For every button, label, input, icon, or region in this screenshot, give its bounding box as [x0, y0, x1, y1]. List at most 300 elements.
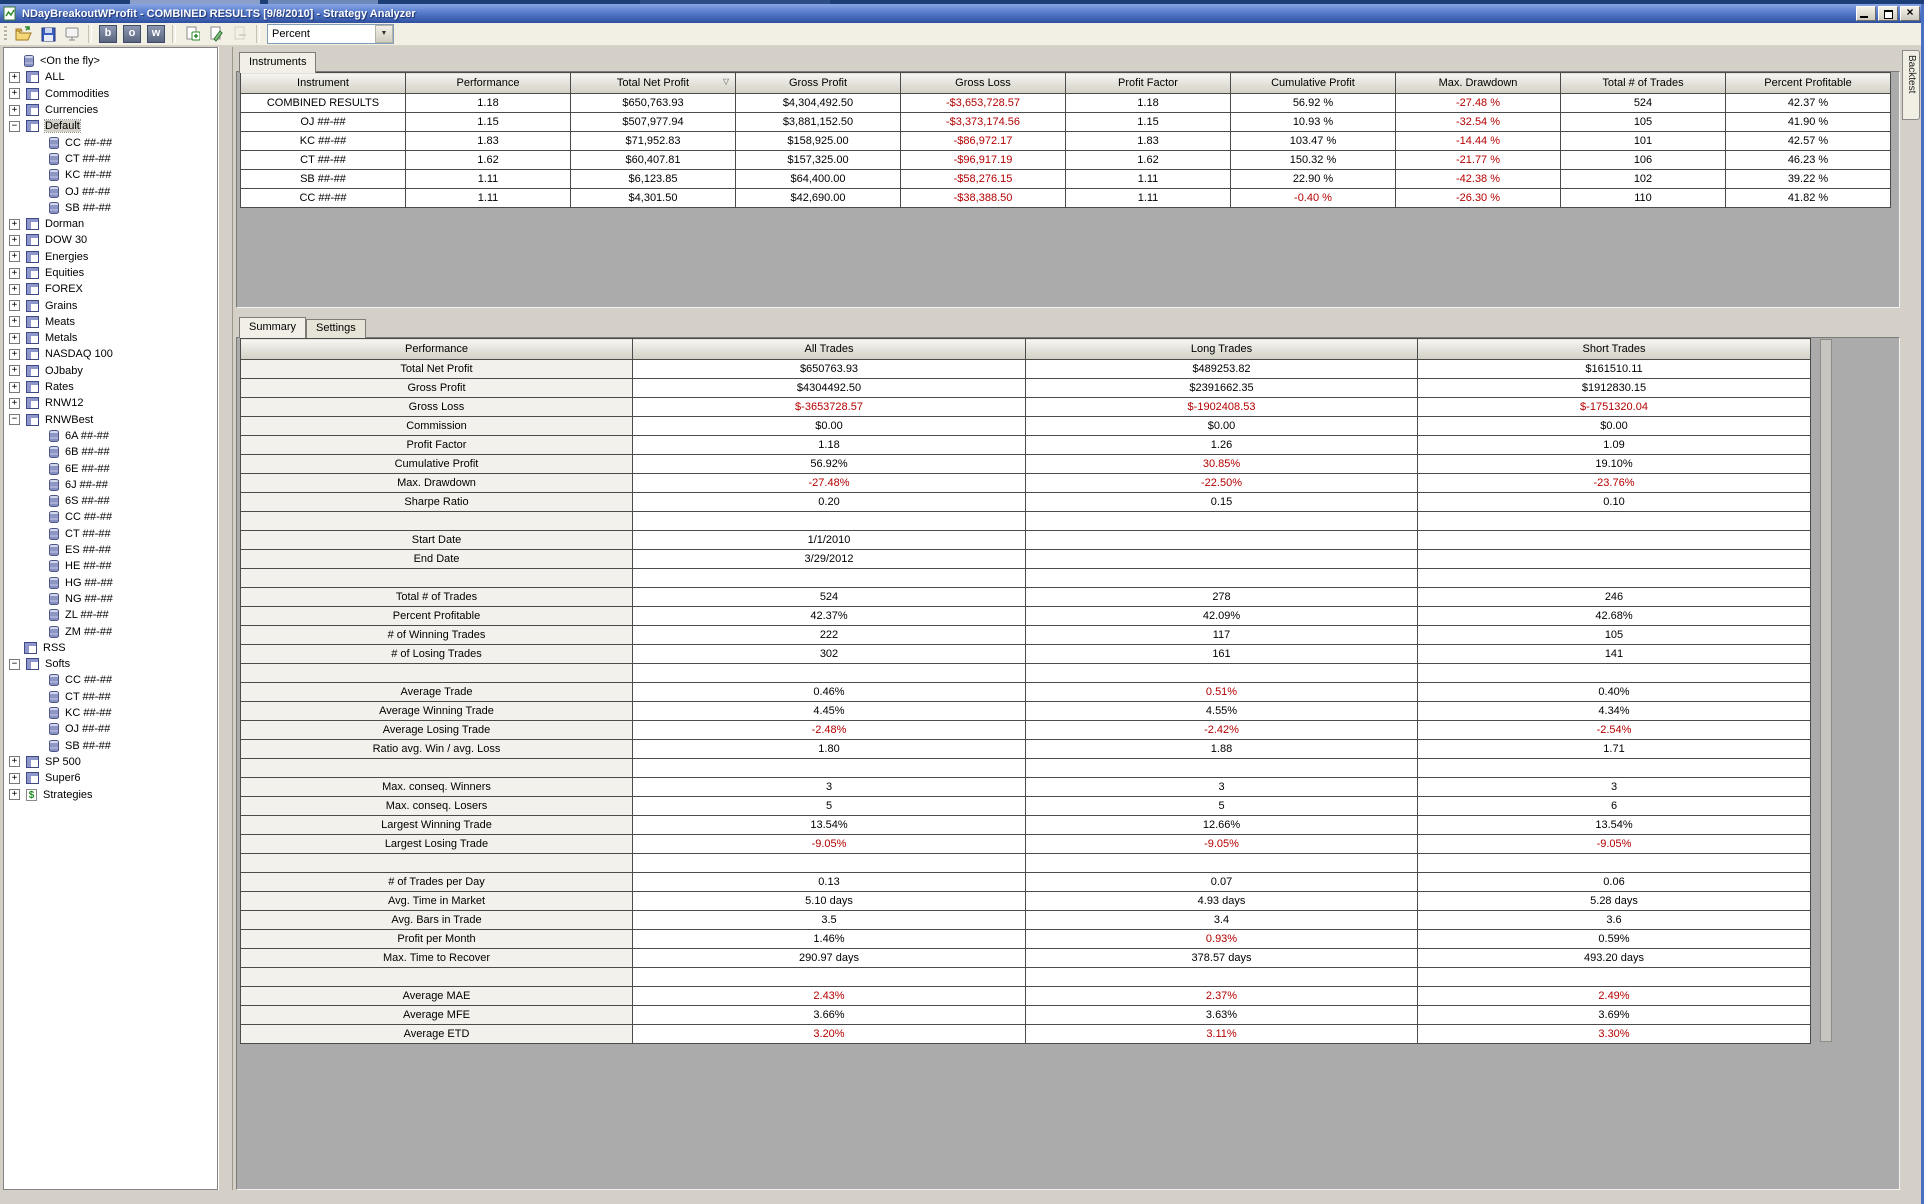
cell: -2.42% — [1026, 721, 1418, 740]
tree-item-meats[interactable] — [4, 314, 217, 330]
instrument-list-icon — [26, 267, 39, 279]
cell: Largest Losing Trade — [241, 835, 633, 854]
cell: -2.54% — [1418, 721, 1811, 740]
instrument-list-icon — [26, 300, 39, 312]
cell: 6 — [1418, 797, 1811, 816]
cell: 1.26 — [1026, 436, 1418, 455]
cell: 4.55% — [1026, 702, 1418, 721]
edit-button[interactable] — [205, 24, 227, 45]
database-icon — [49, 495, 59, 507]
column-header-gross-loss[interactable]: Gross Loss — [901, 73, 1066, 94]
cell: 4.45% — [633, 702, 1026, 721]
database-icon — [49, 626, 59, 638]
tree-item-6j[interactable] — [4, 477, 217, 493]
table-row — [241, 531, 1811, 550]
instrument-tree — [3, 47, 218, 1190]
tree-item-6a[interactable] — [4, 428, 217, 444]
instrument-list-icon — [26, 104, 39, 116]
cell: 19.10% — [1418, 455, 1811, 474]
cell: OJ ##-## — [241, 113, 406, 132]
cell: $650763.93 — [633, 360, 1026, 379]
tree-item-all[interactable] — [4, 69, 217, 85]
tree-item-oj[interactable] — [4, 721, 217, 737]
cell: 1.11 — [406, 170, 571, 189]
cell — [1418, 531, 1811, 550]
cell: 150.32 % — [1231, 151, 1396, 170]
database-icon — [49, 740, 59, 752]
cell — [1026, 759, 1418, 778]
cell: 5 — [633, 797, 1026, 816]
database-icon — [49, 707, 59, 719]
cell: 278 — [1026, 588, 1418, 607]
cell: -27.48% — [633, 474, 1026, 493]
tab-instruments[interactable]: Instruments — [239, 52, 316, 73]
table-row — [241, 702, 1811, 721]
tree-item-6e[interactable] — [4, 460, 217, 476]
expand-icon[interactable]: + — [9, 773, 20, 784]
open-button[interactable] — [13, 24, 35, 45]
cell: $71,952.83 — [571, 132, 736, 151]
tree-item-sb[interactable] — [4, 737, 217, 753]
expand-icon[interactable]: + — [9, 789, 20, 800]
tree-item-ng[interactable] — [4, 591, 217, 607]
tree-item-kc[interactable] — [4, 167, 217, 183]
expand-icon[interactable]: + — [9, 72, 20, 83]
toolbar-separator — [88, 25, 92, 43]
tree-item-rates[interactable] — [4, 379, 217, 395]
cell: Percent Profitable — [241, 607, 633, 626]
sort-desc-icon: ▽ — [722, 77, 729, 86]
cell: -$3,373,174.56 — [901, 113, 1066, 132]
cell: 141 — [1418, 645, 1811, 664]
tree-item-label: KC ##-## — [65, 169, 112, 182]
expand-icon[interactable]: + — [9, 382, 20, 393]
collapse-icon[interactable]: − — [9, 414, 20, 425]
close-button[interactable] — [1900, 6, 1920, 21]
database-icon — [49, 593, 59, 605]
cell: 1.11 — [1066, 170, 1231, 189]
tree-item-label: Default — [45, 120, 80, 133]
tree-item-label: NASDAQ 100 — [45, 348, 113, 361]
database-icon — [49, 511, 59, 523]
cell: -14.44 % — [1396, 132, 1561, 151]
board-button[interactable] — [61, 24, 83, 45]
cell: 3 — [1418, 778, 1811, 797]
cell: 39.22 % — [1726, 170, 1891, 189]
cell: 0.06 — [1418, 873, 1811, 892]
instrument-list-icon — [24, 642, 37, 654]
table-row — [241, 417, 1811, 436]
cell — [241, 854, 633, 873]
database-icon — [49, 463, 59, 475]
cell: -9.05% — [1418, 835, 1811, 854]
tree-item-dow-30[interactable] — [4, 232, 217, 248]
save-button[interactable] — [37, 24, 59, 45]
column-header-cumulative-profit[interactable]: Cumulative Profit — [1231, 73, 1396, 94]
tree-item-ojbaby[interactable] — [4, 363, 217, 379]
database-icon — [49, 202, 59, 214]
tree-item-currencies[interactable] — [4, 102, 217, 118]
toolbar — [0, 23, 1924, 46]
tree-item-zl[interactable] — [4, 607, 217, 623]
cell: Average MAE — [241, 987, 633, 1006]
expand-icon[interactable]: + — [9, 398, 20, 409]
tree-item-label: KC ##-## — [65, 707, 112, 720]
cell: 4.34% — [1418, 702, 1811, 721]
cell — [633, 512, 1026, 531]
tree-item-sb[interactable] — [4, 200, 217, 216]
cell — [241, 512, 633, 531]
cell: -23.76% — [1418, 474, 1811, 493]
cell: $161510.11 — [1418, 360, 1811, 379]
cell: Max. Time to Recover — [241, 949, 633, 968]
expand-icon[interactable]: + — [9, 268, 20, 279]
tree-item-label: Equities — [45, 267, 85, 279]
instrument-list-icon — [26, 120, 39, 132]
tree-item-cc[interactable] — [4, 672, 217, 688]
tree-item-label: 6A ##-## — [65, 429, 110, 442]
tree-item-rnwbest[interactable] — [4, 412, 217, 428]
column-header-gross-profit[interactable]: Gross Profit — [736, 73, 901, 94]
tree-item-label: 6B ##-## — [65, 446, 110, 459]
tree-item-label: SP 500 — [45, 755, 81, 768]
tree-item-label: FOREX — [45, 283, 83, 296]
column-header-max-drawdown[interactable]: Max. Drawdown — [1396, 73, 1561, 94]
tab-summary[interactable]: Summary — [239, 317, 306, 338]
tree-splitter[interactable] — [218, 47, 233, 1190]
table-row[interactable] — [241, 113, 1891, 132]
cell: 246 — [1418, 588, 1811, 607]
table-row[interactable] — [241, 132, 1891, 151]
instrument-list-icon — [26, 251, 39, 263]
tree-item-hg[interactable] — [4, 575, 217, 591]
tree-item-label: 6E ##-## — [65, 462, 110, 475]
cell: 1.09 — [1418, 436, 1811, 455]
cell: 3.66% — [633, 1006, 1026, 1025]
cell: $2391662.35 — [1026, 379, 1418, 398]
cell: CT ##-## — [241, 151, 406, 170]
minimize-button[interactable] — [1856, 6, 1876, 21]
tree-item-label: RSS — [43, 641, 66, 654]
cell: 2.43% — [633, 987, 1026, 1006]
cell: CC ##-## — [241, 189, 406, 208]
tree-item-label: HG ##-## — [65, 576, 113, 589]
expand-icon[interactable]: + — [9, 251, 20, 262]
cell: 1.15 — [1066, 113, 1231, 132]
tree-item-sp-500[interactable] — [4, 754, 217, 770]
cell: $489253.82 — [1026, 360, 1418, 379]
cell — [1418, 512, 1811, 531]
cell: 12.66% — [1026, 816, 1418, 835]
tree-item-label: OJ ##-## — [65, 723, 111, 736]
table-row — [241, 550, 1811, 569]
database-icon — [49, 528, 59, 540]
cell: 56.92 % — [1231, 94, 1396, 113]
cell: 524 — [633, 588, 1026, 607]
column-header-percent-profitable[interactable]: Percent Profitable — [1726, 73, 1891, 94]
database-icon — [49, 609, 59, 621]
toolbar-separator — [256, 25, 260, 43]
cell: 0.13 — [633, 873, 1026, 892]
cell: $4,301.50 — [571, 189, 736, 208]
tree-item-label: RNW12 — [45, 397, 84, 410]
restore-button[interactable] — [1878, 6, 1898, 21]
cell: Total # of Trades — [241, 588, 633, 607]
tree-item-forex[interactable] — [4, 281, 217, 297]
table-row[interactable] — [241, 189, 1891, 208]
instrument-list-icon — [26, 381, 39, 393]
cell: SB ##-## — [241, 170, 406, 189]
cell: $6,123.85 — [571, 170, 736, 189]
tree-item-label: Softs — [45, 658, 71, 671]
collapse-icon[interactable]: − — [9, 659, 20, 670]
cell: 103.47 % — [1231, 132, 1396, 151]
tree-item-label: RNWBest — [45, 413, 94, 426]
tree-item-6s[interactable] — [4, 493, 217, 509]
cell: 0.07 — [1026, 873, 1418, 892]
database-icon — [49, 153, 59, 165]
column-header-instrument[interactable]: Instrument — [241, 73, 406, 94]
cell: Sharpe Ratio — [241, 493, 633, 512]
cell: 222 — [633, 626, 1026, 645]
new-document-button[interactable] — [181, 24, 203, 45]
tree-item-zm[interactable] — [4, 623, 217, 639]
table-row — [241, 873, 1811, 892]
cell: 2.37% — [1026, 987, 1418, 1006]
cell: 42.37% — [633, 607, 1026, 626]
expand-icon[interactable]: + — [9, 300, 20, 311]
cell: 5.10 days — [633, 892, 1026, 911]
tree-item-label: Rates — [45, 381, 74, 394]
table-row — [241, 1025, 1811, 1044]
column-header-performance[interactable]: Performance — [406, 73, 571, 94]
summary-scrollbar[interactable] — [1820, 339, 1832, 1042]
cell: Max. conseq. Winners — [241, 778, 633, 797]
restore-icon — [1884, 10, 1893, 19]
tree-item-energies[interactable] — [4, 249, 217, 265]
add-document-icon — [185, 26, 200, 42]
tree-item-6b[interactable] — [4, 444, 217, 460]
cell — [1026, 531, 1418, 550]
bars-button[interactable] — [97, 24, 119, 45]
optimize-button-label: o — [123, 25, 141, 43]
instrument-list-icon — [26, 365, 39, 377]
instrument-list-icon — [26, 316, 39, 328]
cell: 1.18 — [633, 436, 1026, 455]
tree-item-label: Commodities — [45, 87, 110, 100]
cell: 117 — [1026, 626, 1418, 645]
collapse-icon[interactable]: − — [9, 121, 20, 132]
cell: 3.20% — [633, 1025, 1026, 1044]
tree-item-dorman[interactable] — [4, 216, 217, 232]
table-row — [241, 835, 1811, 854]
cell: $4304492.50 — [633, 379, 1026, 398]
cell: 42.57 % — [1726, 132, 1891, 151]
cell: 1.11 — [406, 189, 571, 208]
table-row — [241, 664, 1811, 683]
cell: 30.85% — [1026, 455, 1418, 474]
cell: $64,400.00 — [736, 170, 901, 189]
tree-item-label: ALL — [45, 71, 65, 84]
cell: 3 — [633, 778, 1026, 797]
tree-item-oj[interactable] — [4, 183, 217, 199]
tree-item-label: CT ##-## — [65, 527, 111, 540]
tree-item-label: HE ##-## — [65, 560, 112, 573]
instrument-list-icon — [26, 71, 39, 83]
instrument-list-icon — [26, 348, 39, 360]
cell: 101 — [1561, 132, 1726, 151]
cell: 2.49% — [1418, 987, 1811, 1006]
table-row — [241, 816, 1811, 835]
cell: 5.28 days — [1418, 892, 1811, 911]
tree-item-default[interactable] — [4, 118, 217, 134]
tree-item-label: NG ##-## — [65, 592, 113, 605]
tree-item-rnw12[interactable] — [4, 395, 217, 411]
tree-item-label: CC ##-## — [65, 674, 113, 687]
table-row — [241, 398, 1811, 417]
cell: 1.18 — [406, 94, 571, 113]
database-icon — [49, 544, 59, 556]
column-header-long-trades: Long Trades — [1026, 339, 1418, 360]
cell — [1418, 569, 1811, 588]
cell: -$86,972.17 — [901, 132, 1066, 151]
cell: 290.97 days — [633, 949, 1026, 968]
tree-item-label: OJ ##-## — [65, 185, 111, 198]
tree-item-commodities[interactable] — [4, 86, 217, 102]
tree-item-label: ES ##-## — [65, 544, 111, 557]
column-header-profit-factor[interactable]: Profit Factor — [1066, 73, 1231, 94]
cell: 0.10 — [1418, 493, 1811, 512]
database-icon — [49, 723, 59, 735]
display-mode-select[interactable] — [267, 24, 394, 44]
cell — [633, 664, 1026, 683]
tree-item-softs[interactable] — [4, 656, 217, 672]
expand-icon[interactable]: + — [9, 219, 20, 230]
instrument-list-icon — [26, 756, 39, 768]
tree-item-label: ZL ##-## — [65, 609, 109, 622]
expand-icon[interactable]: + — [9, 333, 20, 344]
cell: 524 — [1561, 94, 1726, 113]
tree-item-kc[interactable] — [4, 705, 217, 721]
expand-icon[interactable]: + — [9, 349, 20, 360]
tree-item-on-the-fly[interactable] — [4, 53, 217, 69]
column-header-total-net-profit[interactable]: Total Net Profit ▽ — [571, 73, 736, 94]
cell: # of Losing Trades — [241, 645, 633, 664]
toolbar-grip[interactable] — [4, 26, 7, 42]
table-row — [241, 569, 1811, 588]
tree-item-label: CC ##-## — [65, 511, 113, 524]
instrument-list-icon — [26, 658, 39, 670]
table-row[interactable] — [241, 170, 1891, 189]
tree-item-grains[interactable] — [4, 297, 217, 313]
tree-item-metals[interactable] — [4, 330, 217, 346]
cell: 3.63% — [1026, 1006, 1418, 1025]
cell: Average Trade — [241, 683, 633, 702]
tree-item-label: Metals — [45, 332, 78, 345]
tree-item-es[interactable] — [4, 542, 217, 558]
cell: 0.46% — [633, 683, 1026, 702]
cell — [1026, 854, 1418, 873]
tree-item-nasdaq-100[interactable] — [4, 346, 217, 362]
cell: 3 — [1026, 778, 1418, 797]
tree-item-cc[interactable] — [4, 134, 217, 150]
tree-item-rss[interactable] — [4, 640, 217, 656]
expand-icon[interactable]: + — [9, 365, 20, 376]
column-header-short-trades: Short Trades — [1418, 339, 1811, 360]
cell: 13.54% — [1418, 816, 1811, 835]
tree-item-ct[interactable] — [4, 151, 217, 167]
tree-item-super6[interactable] — [4, 770, 217, 786]
table-row[interactable] — [241, 151, 1891, 170]
cell: 0.93% — [1026, 930, 1418, 949]
table-row — [241, 436, 1811, 455]
table-row — [241, 360, 1811, 379]
cell: 1.80 — [633, 740, 1026, 759]
column-header-total-of-trades[interactable]: Total # of Trades — [1561, 73, 1726, 94]
tree-item-strategies[interactable] — [4, 786, 217, 802]
cell: 1.88 — [1026, 740, 1418, 759]
cell: 1.62 — [1066, 151, 1231, 170]
cell: 56.92% — [633, 455, 1026, 474]
table-row — [241, 1006, 1811, 1025]
tab-settings[interactable]: Settings — [306, 319, 366, 338]
expand-icon[interactable]: + — [9, 105, 20, 116]
tree-item-ct[interactable] — [4, 526, 217, 542]
cell: 3.4 — [1026, 911, 1418, 930]
cell — [241, 759, 633, 778]
tab-backtest[interactable]: Backtest — [1902, 50, 1920, 120]
tree-item-ct[interactable] — [4, 689, 217, 705]
table-row — [241, 512, 1811, 531]
titlebar[interactable] — [0, 4, 1924, 23]
database-icon — [49, 674, 59, 686]
cell: 3.6 — [1418, 911, 1811, 930]
cell: -27.48 % — [1396, 94, 1561, 113]
tree-item-cc[interactable] — [4, 509, 217, 525]
database-icon — [49, 137, 59, 149]
expand-icon[interactable]: + — [9, 756, 20, 767]
cell: KC ##-## — [241, 132, 406, 151]
expand-icon[interactable]: + — [9, 235, 20, 246]
cell: 1.62 — [406, 151, 571, 170]
cell: 10.93 % — [1231, 113, 1396, 132]
tree-item-equities[interactable] — [4, 265, 217, 281]
cell: -$38,388.50 — [901, 189, 1066, 208]
instrument-list-icon — [26, 88, 39, 100]
instrument-list-icon — [26, 772, 39, 784]
floppy-disk-icon — [41, 27, 56, 42]
cell: $507,977.94 — [571, 113, 736, 132]
chevron-down-icon[interactable]: ▼ — [375, 25, 393, 43]
cell: Max. Drawdown — [241, 474, 633, 493]
table-row[interactable] — [241, 94, 1891, 113]
cell: 1.11 — [1066, 189, 1231, 208]
expand-icon[interactable]: + — [9, 284, 20, 295]
walkforward-button[interactable] — [145, 24, 167, 45]
cell: $3,881,152.50 — [736, 113, 901, 132]
cell — [633, 759, 1026, 778]
expand-icon[interactable]: + — [9, 316, 20, 327]
cell: Average Winning Trade — [241, 702, 633, 721]
cell: -42.38 % — [1396, 170, 1561, 189]
tree-item-he[interactable] — [4, 558, 217, 574]
expand-icon[interactable]: + — [9, 88, 20, 99]
cell: 42.09% — [1026, 607, 1418, 626]
optimize-button[interactable] — [121, 24, 143, 45]
cell: 3.5 — [633, 911, 1026, 930]
tree-item-label: CC ##-## — [65, 136, 113, 149]
cell: 3.69% — [1418, 1006, 1811, 1025]
